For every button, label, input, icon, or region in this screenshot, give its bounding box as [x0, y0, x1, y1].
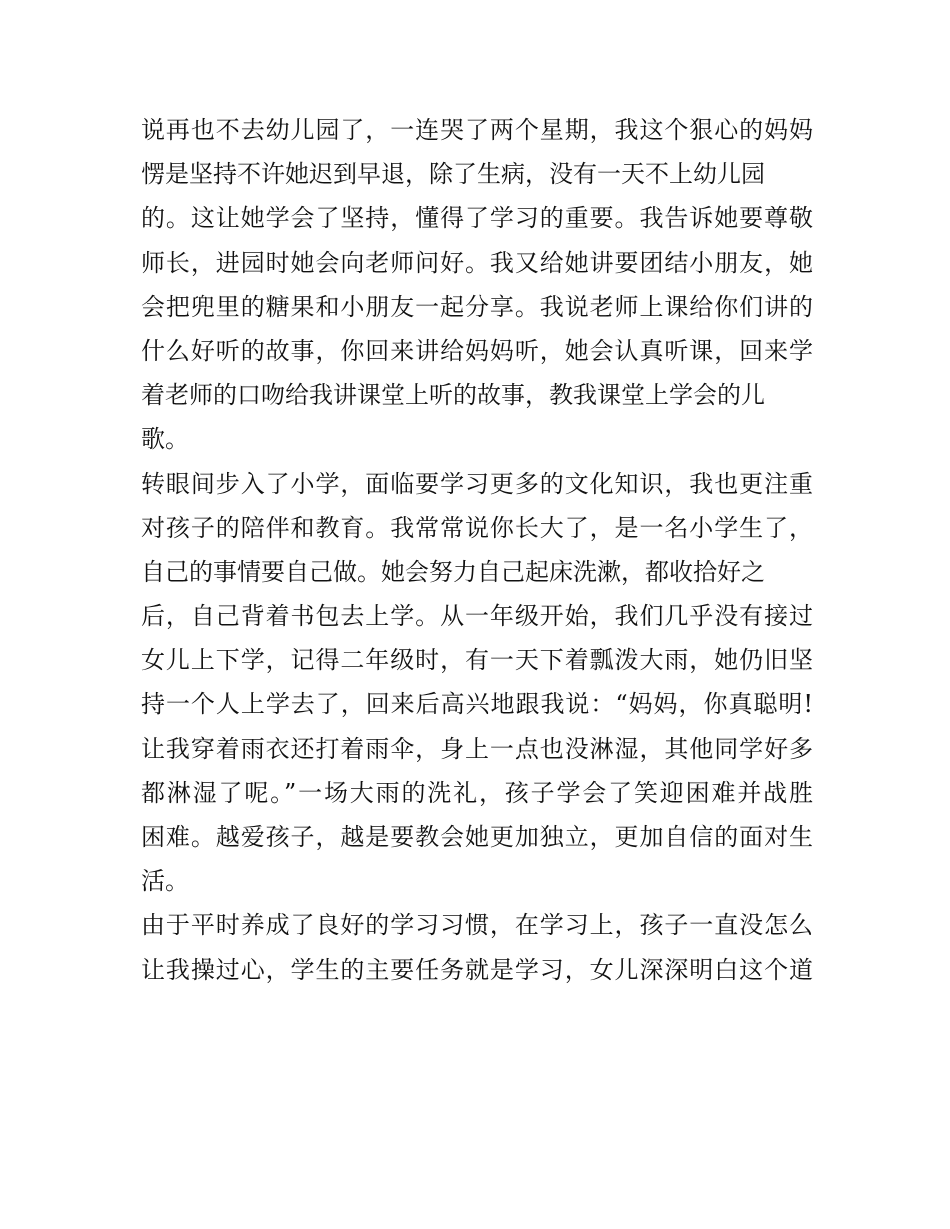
text-line: 说再也不去幼儿园了，一连哭了两个星期，我这个狠心的妈妈 [141, 116, 813, 144]
text-line: 持一个人上学去了，回来后高兴地跟我说：“妈妈，你真聪明! [141, 690, 813, 719]
text-line: 让我操过心，学生的主要任务就是学习，女儿深深明白这个道 [141, 955, 813, 984]
body-text [141, 108, 813, 992]
text-line: 的。这让她学会了坚持，懂得了学习的重要。我告诉她要尊敬 [141, 204, 813, 233]
text-line: 愣是坚持不许她迟到早退，除了生病，没有一天不上幼儿园 [141, 160, 765, 189]
text-line: 后，自己背着书包去上学。从一年级开始，我们几乎没有接过 [141, 602, 813, 631]
text-line: 转眼间步入了小学，面临要学习更多的文化知识，我也更注重 [141, 469, 813, 498]
text-line: 由于平时养成了良好的学习习惯，在学习上，孩子一直没怎么 [141, 911, 813, 940]
text-line: 女儿上下学，记得二年级时，有一天下着瓢泼大雨，她仍旧坚 [141, 646, 813, 675]
text-line: 什么好听的故事，你回来讲给妈妈听，她会认真听课，回来学 [141, 336, 813, 365]
text-line: 着老师的口吻给我讲课堂上听的故事，教我课堂上学会的儿 [141, 381, 765, 410]
text-line: 活。 [141, 867, 189, 896]
text-line: 让我穿着雨衣还打着雨伞，身上一点也没淋湿，其他同学好多 [141, 734, 813, 763]
text-line: 都淋湿了呢。”一场大雨的洗礼，孩子学会了笑迎困难并战胜 [141, 778, 813, 807]
text-line: 自己的事情要自己做。她会努力自己起床洗漱，都收拾好之 [141, 557, 765, 586]
text-line: 困难。越爱孩子，越是要教会她更加独立，更加自信的面对生 [141, 823, 813, 851]
text-line: 会把兜里的糖果和小朋友一起分享。我说老师上课给你们讲的 [141, 292, 813, 321]
text-line: 师长，进园时她会向老师问好。我又给她讲要团结小朋友，她 [141, 248, 813, 277]
text-line: 歌。 [141, 425, 189, 454]
text-line: 对孩子的陪伴和教育。我常常说你长大了，是一名小学生了， [141, 513, 813, 542]
